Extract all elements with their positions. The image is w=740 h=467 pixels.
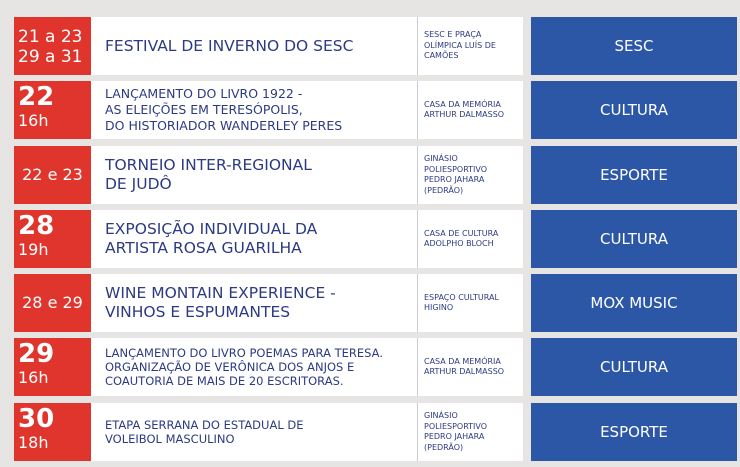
event-category: CULTURA bbox=[531, 210, 737, 268]
event-title-cell bbox=[91, 81, 417, 139]
event-category: CULTURA bbox=[531, 81, 737, 139]
event-date-line1: 22 e 23 bbox=[22, 165, 83, 184]
event-category: SESC bbox=[531, 17, 737, 75]
event-date bbox=[14, 81, 91, 139]
event-date-day: 29 bbox=[18, 339, 55, 369]
event-category: MOX MUSIC bbox=[531, 274, 737, 332]
event-title: LANÇAMENTO DO LIVRO POEMAS PARA TERESA. ORGANIZAÇÃO DE VERÔNICA DOS ANJOS E COAUTORIA DE MAIS DE 20 ESCRITORAS. bbox=[105, 346, 383, 388]
event-date bbox=[14, 17, 91, 75]
event-date-day: 28 bbox=[18, 211, 55, 241]
event-place: GINÁSIO POLIESPORTIVO PEDRO JAHARA (PEDRÃO) bbox=[424, 411, 488, 452]
event-title: TORNEIO INTER-REGIONAL DE JUDÔ bbox=[105, 156, 312, 193]
event-place: CASA DE CULTURA ADOLPHO BLOCH bbox=[424, 228, 499, 248]
event-title-cell bbox=[91, 17, 417, 75]
event-title: FESTIVAL DE INVERNO DO SESC bbox=[105, 36, 354, 55]
event-place-cell bbox=[417, 210, 523, 268]
event-place: CASA DA MEMÓRIA ARTHUR DALMASSO bbox=[424, 99, 505, 119]
event-date-time: 19h bbox=[18, 240, 49, 259]
event-row bbox=[14, 210, 737, 268]
event-title-cell bbox=[91, 338, 417, 396]
event-category: ESPORTE bbox=[531, 403, 737, 461]
event-place-cell bbox=[417, 146, 523, 204]
event-title-cell bbox=[91, 403, 417, 461]
event-place: ESPAÇO CULTURAL HIGINO bbox=[424, 292, 499, 312]
event-row bbox=[14, 146, 737, 204]
event-place-cell bbox=[417, 81, 523, 139]
event-row bbox=[14, 338, 737, 396]
event-place-cell bbox=[417, 17, 523, 75]
event-date-day: 22 bbox=[18, 82, 55, 112]
event-place: CASA DA MEMÓRIA ARTHUR DALMASSO bbox=[424, 356, 505, 376]
event-date bbox=[14, 338, 91, 396]
event-date-line1: 21 a 23 bbox=[18, 27, 83, 47]
event-date-time: 18h bbox=[18, 433, 49, 452]
event-date bbox=[14, 403, 91, 461]
event-date-time: 16h bbox=[18, 368, 49, 387]
event-title-cell bbox=[91, 146, 417, 204]
event-title: EXPOSIÇÃO INDIVIDUAL DA ARTISTA ROSA GUARILHA bbox=[105, 220, 318, 257]
event-row bbox=[14, 17, 737, 75]
event-date-time: 16h bbox=[18, 111, 49, 130]
event-place-cell bbox=[417, 403, 523, 461]
event-row bbox=[14, 81, 737, 139]
event-place: GINÁSIO POLIESPORTIVO PEDRO JAHARA (PEDRÃO) bbox=[424, 154, 488, 195]
event-place-cell bbox=[417, 338, 523, 396]
event-date-day: 30 bbox=[18, 404, 55, 434]
event-category: CULTURA bbox=[531, 338, 737, 396]
event-date bbox=[14, 146, 91, 204]
event-title-cell bbox=[91, 274, 417, 332]
event-title: LANÇAMENTO DO LIVRO 1922 - AS ELEIÇÕES EM TERESÓPOLIS, DO HISTORIADOR WANDERLEY PERES bbox=[105, 86, 343, 133]
event-category: ESPORTE bbox=[531, 146, 737, 204]
event-date bbox=[14, 274, 91, 332]
event-place-cell bbox=[417, 274, 523, 332]
event-place: SESC E PRAÇA OLÍMPICA LUÍS DE CAMÕES bbox=[424, 30, 496, 61]
event-title: WINE MONTAIN EXPERIENCE - VINHOS E ESPUMANTES bbox=[105, 284, 336, 321]
event-row bbox=[14, 274, 737, 332]
event-title-cell bbox=[91, 210, 417, 268]
event-row bbox=[14, 403, 737, 461]
event-date-line1: 28 e 29 bbox=[22, 293, 83, 312]
event-title: ETAPA SERRANA DO ESTADUAL DE VOLEIBOL MASCULINO bbox=[105, 418, 304, 446]
event-date-line2: 29 a 31 bbox=[18, 47, 83, 67]
event-date bbox=[14, 210, 91, 268]
